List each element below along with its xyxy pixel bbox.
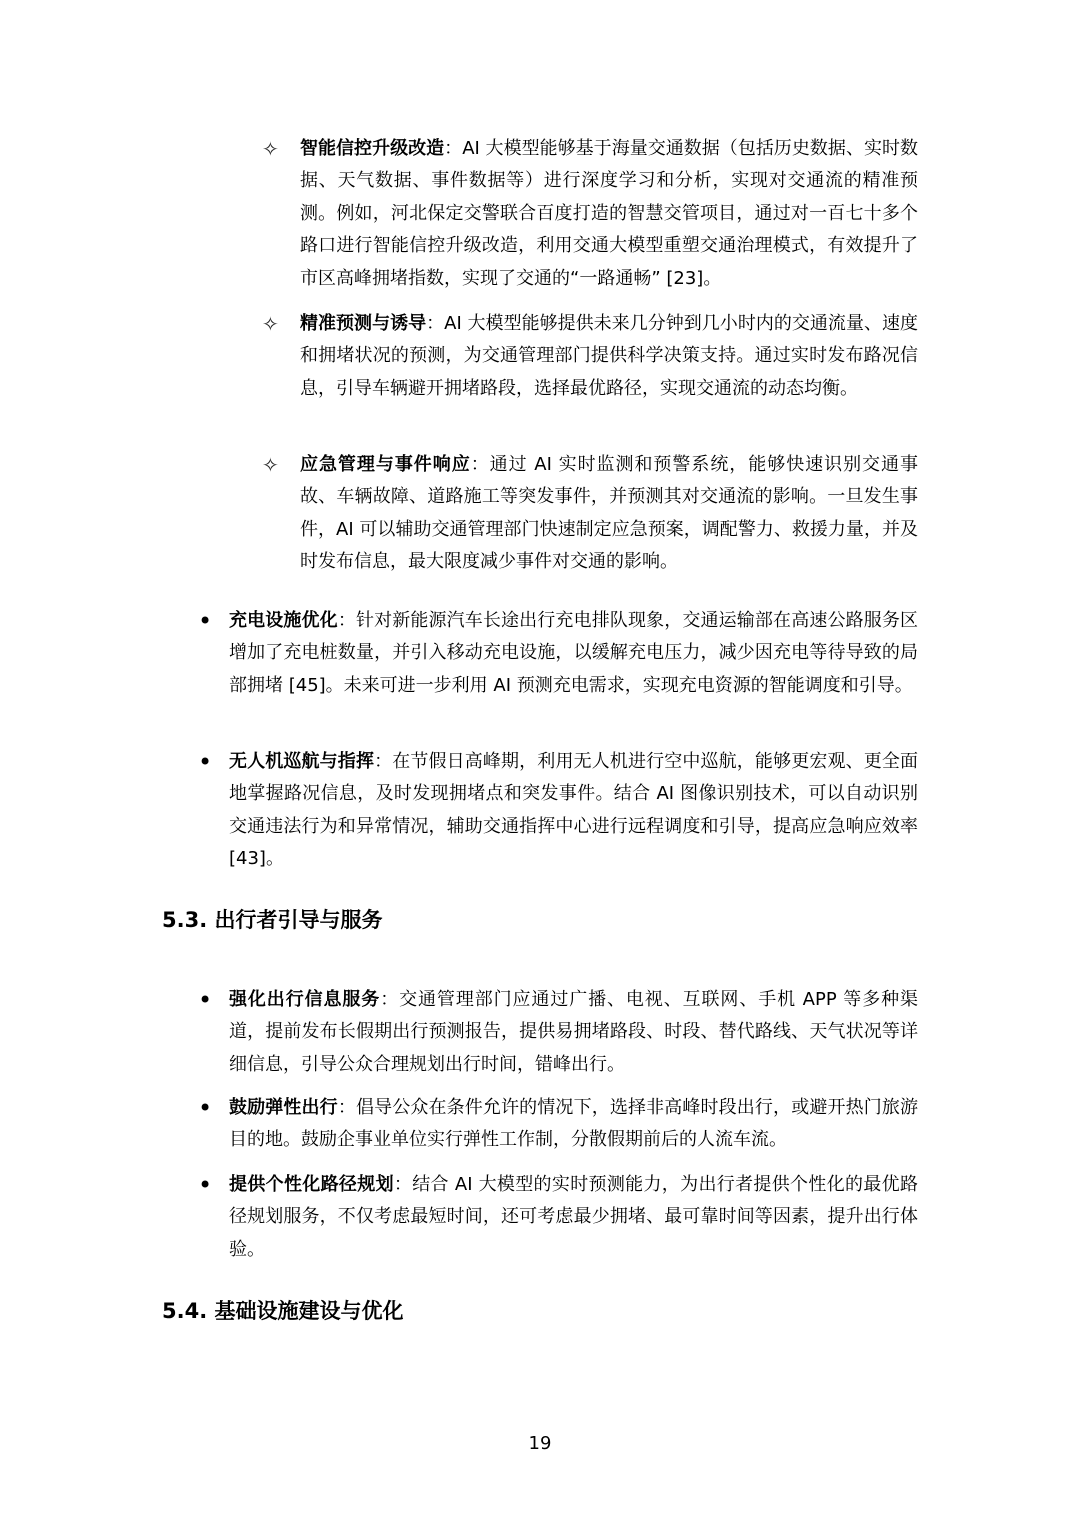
bullet-term: 无人机巡航与指挥 — [229, 751, 375, 772]
diamond-bullet-icon: ✧ — [262, 312, 279, 336]
bullet-term: 鼓励弹性出行 — [229, 1097, 338, 1118]
bullet-term: 强化出行信息服务 — [229, 989, 381, 1010]
bullet-term: 充电设施优化 — [229, 610, 338, 631]
diamond-bullet-icon: ✧ — [262, 137, 279, 161]
bullet-drone-patrol — [196, 746, 918, 876]
bullet-route-planning — [196, 1169, 918, 1266]
sub-item-emergency-response — [262, 449, 918, 579]
sub-item-signal-upgrade — [262, 133, 918, 295]
bullet-text: ：结合 AI 大模型的实时预测能力，为出行者提供个性化的最优路径规划服务，不仅考虑最短时间，还可考虑最少拥堵、最可靠时间等因素，提升出行体验。 — [229, 1174, 918, 1260]
bullet-travel-info — [196, 984, 918, 1081]
sub-item-term: 精准预测与诱导 — [300, 313, 427, 334]
sub-item-term: 应急管理与事件响应 — [300, 454, 471, 475]
bullet-dot-icon: • — [198, 607, 213, 635]
bullet-flexible-travel — [196, 1092, 918, 1157]
bullet-term: 提供个性化路径规划 — [229, 1174, 394, 1195]
bullet-charging-optimization — [196, 605, 918, 702]
bullet-text: ：交通管理部门应通过广播、电视、互联网、手机 APP 等多种渠道，提前发布长假期出行预测报告，提供易拥堵路段、时段、替代路线、天气状况等详细信息，引导公众合理规划出行时间，错峰出行。 — [229, 989, 919, 1075]
bullet-text: ：在节假日高峰期，利用无人机进行空中巡航，能够更宏观、更全面地掌握路况信息，及时发现拥堵点和突发事件。结合 AI 图像识别技术，可以自动识别交通违法行为和异常情况，辅助交通指挥中心进行远程调度和引导，提高应急响应效率 [43]。 — [229, 751, 919, 870]
bullet-dot-icon: • — [198, 1171, 213, 1199]
diamond-bullet-icon: ✧ — [262, 453, 279, 477]
bullet-dot-icon: • — [198, 986, 213, 1014]
sub-item-text: ：AI 大模型能够提供未来几分钟到几小时内的交通流量、速度和拥堵状况的预测，为交通管理部门提供科学决策支持。通过实时发布路况信息，引导车辆避开拥堵路段，选择最优路径，实现交通流的动态均衡。 — [300, 313, 918, 399]
bullet-text: ：针对新能源汽车长途出行充电排队现象，交通运输部在高速公路服务区增加了充电桩数量，并引入移动充电设施，以缓解充电压力，减少因充电等待导致的局部拥堵 [45]。未来可进一步利用 AI 预测充电需求，实现充电资源的智能调度和引导。 — [229, 610, 918, 696]
bullet-text: ：倡导公众在条件允许的情况下，选择非高峰时段出行，或避开热门旅游目的地。鼓励企事业单位实行弹性工作制，分散假期前后的人流车流。 — [229, 1097, 918, 1151]
sub-item-text: ：通过 AI 实时监测和预警系统，能够快速识别交通事故、车辆故障、道路施工等突发事件，并预测其对交通流的影响。一旦发生事件，AI 可以辅助交通管理部门快速制定应急预案，调配警力、救援力量，并及时发布信息，最大限度减少事件对交通的影响。 — [300, 454, 918, 573]
bullet-dot-icon: • — [198, 1094, 213, 1122]
section-heading-5-3: 5.3. 出行者引导与服务 — [162, 908, 383, 932]
sub-item-text: ：AI 大模型能够基于海量交通数据（包括历史数据、实时数据、天气数据、事件数据等）进行深度学习和分析，实现对交通流的精准预测。例如，河北保定交警联合百度打造的智慧交管项目，通过对一百七十多个路口进行智能信控升级改造，利用交通大模型重塑交通治理模式，有效提升了市区高峰拥堵指数，实现了交通的“一路通畅” [23]。 — [300, 138, 919, 289]
sub-item-term: 智能信控升级改造 — [300, 138, 445, 159]
sub-item-prediction-guidance — [262, 308, 918, 405]
page-number: 19 — [528, 1433, 552, 1454]
bullet-dot-icon: • — [198, 748, 213, 776]
section-heading-5-4: 5.4. 基础设施建设与优化 — [162, 1299, 404, 1323]
